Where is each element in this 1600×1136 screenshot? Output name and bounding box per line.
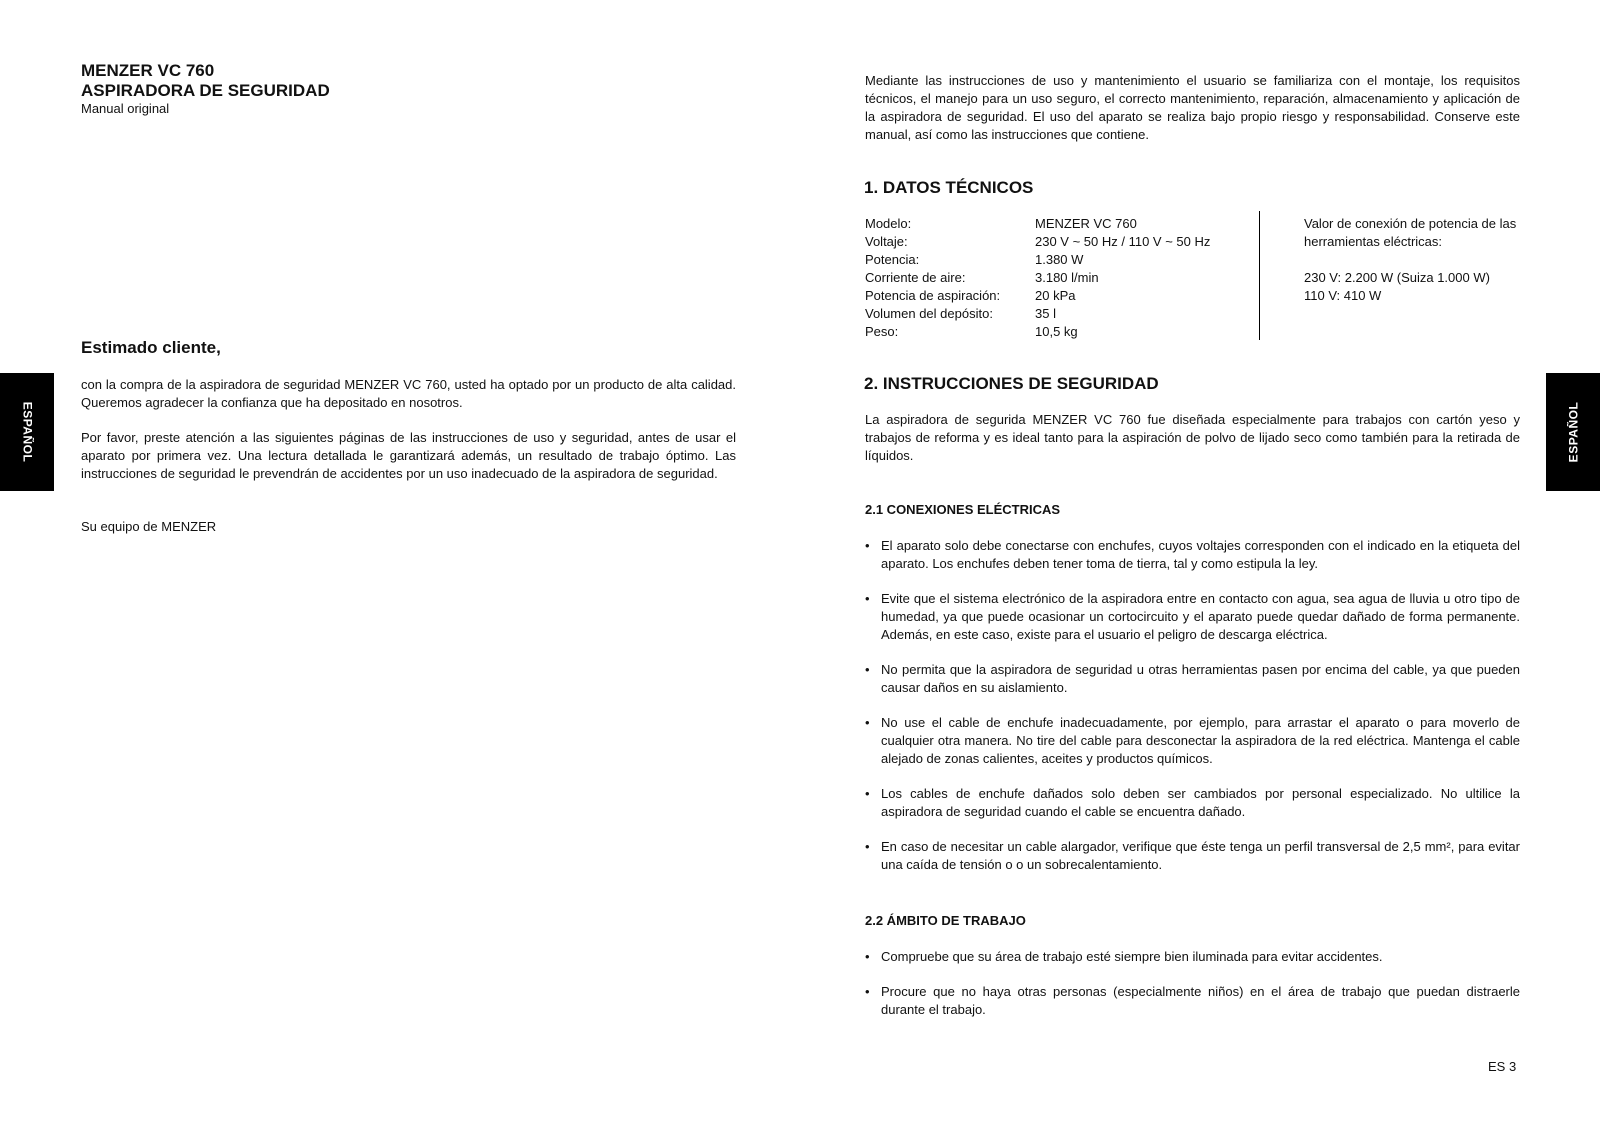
spec-key: Voltaje: — [865, 234, 908, 249]
spec-divider — [1259, 211, 1260, 340]
spec-key: Peso: — [865, 324, 899, 339]
spec-value: 35 l — [1035, 306, 1056, 321]
power-note-title: Valor de conexión de potencia de las herramientas eléctricas: — [1304, 216, 1517, 249]
list-item: • Compruebe que su área de trabajo esté siempre bien iluminada para evitar accidentes. — [865, 948, 1520, 966]
spec-key: Volumen del depósito: — [865, 306, 993, 321]
language-tab-right — [1546, 373, 1600, 491]
spec-value: 230 V ~ 50 Hz / 110 V ~ 50 Hz — [1035, 234, 1211, 249]
spec-value: 20 kPa — [1035, 288, 1076, 303]
power-note-line: 230 V: 2.200 W (Suiza 1.000 W) — [1304, 270, 1490, 285]
electrical-list — [865, 537, 1520, 891]
list-item: • Los cables de enchufe dañados solo deben ser cambiados por personal especializado. No ultilice la aspiradora de seguridad cuando el cable se encuentra dañado. — [865, 785, 1520, 821]
section2-heading: 2. INSTRUCCIONES DE SEGURIDAD — [864, 374, 1159, 393]
power-note-line: 110 V: 410 W — [1304, 288, 1382, 303]
list-item: • Procure que no haya otras personas (especialmente niños) en el área de trabajo que puedan distraerle durante el trabajo. — [865, 983, 1520, 1019]
spec-row — [865, 323, 1245, 341]
product-title: ASPIRADORA DE SEGURIDAD — [81, 81, 330, 100]
intro-paragraph: Mediante las instrucciones de uso y mantenimiento el usuario se familiariza con el montaje, los requisitos técnicos, el manejo para un uso seguro, el correcto mantenimiento, reparación, almacenamiento y aplicación de la aspiradora de seguridad. El uso del aparato se realiza bajo propio riesgo y responsabilidad. Conserve este manual, así como las instrucciones que contiene. — [865, 73, 1520, 142]
spec-table — [865, 215, 1245, 341]
subtitle: Manual original — [81, 101, 170, 116]
page-number: ES 3 — [1488, 1059, 1517, 1074]
spec-row — [865, 305, 1245, 323]
spec-value: 1.380 W — [1035, 252, 1084, 267]
section1-heading: 1. DATOS TÉCNICOS — [864, 178, 1034, 197]
subsection-2-1-heading: 2.1 CONEXIONES ELÉCTRICAS — [865, 502, 1061, 517]
subsection-2-2-heading: 2.2 ÁMBITO DE TRABAJO — [865, 913, 1026, 928]
power-note — [1304, 215, 1534, 305]
language-tab-label: ESPAÑOL — [20, 401, 34, 463]
signature: Su equipo de MENZER — [81, 519, 217, 534]
list-item: • Evite que el sistema electrónico de la aspiradora entre en contacto con agua, sea agua de lluvia u otro tipo de humedad, ya que puede ocasionar un cortocircuito y el aparato puede quedar dañado de forma permanente. Además, en este caso, existe para el usuario el peligro de descarga eléctrica. — [865, 590, 1520, 644]
spec-row — [865, 233, 1245, 251]
workspace-list — [865, 948, 1520, 1036]
spec-value: MENZER VC 760 — [1035, 216, 1137, 231]
language-tab-label: ESPAÑOL — [1566, 401, 1580, 463]
spec-row — [865, 215, 1245, 233]
title-block — [81, 61, 741, 117]
greeting-paragraph: Por favor, preste atención a las siguientes páginas de las instrucciones de uso y seguridad, antes de usar el aparato por primera vez. Una lectura detallada le garantizará además, un resultado de trabajo óptimo. Las instrucciones de seguridad le prevendrán de accidentes por un uso inadecuado de la aspiradora de seguridad. — [81, 430, 736, 481]
spec-key: Corriente de aire: — [865, 270, 966, 285]
list-item: • No use el cable de enchufe inadecuadamente, por ejemplo, para arrastar el aparato o para moverlo de cualquier otra manera. No tire del cable para desconectar la aspiradora de la red eléctrica. Mantenga el cable alejado de zonas calientes, aceites y productos químicos. — [865, 714, 1520, 768]
spec-row — [865, 251, 1245, 269]
spec-value: 3.180 l/min — [1035, 270, 1099, 285]
model-title: MENZER VC 760 — [81, 61, 215, 80]
spec-value: 10,5 kg — [1035, 324, 1078, 339]
list-item: • El aparato solo debe conectarse con enchufes, cuyos voltajes corresponden con el indicado en la etiqueta del aparato. Los enchufes deben tener toma de tierra, tal y como estipula la ley. — [865, 537, 1520, 573]
spec-row — [865, 287, 1245, 305]
greeting-heading: Estimado cliente, — [81, 338, 221, 357]
spec-row — [865, 269, 1245, 287]
list-item: • En caso de necesitar un cable alargador, verifique que éste tenga un perfil transversal de 2,5 mm², para evitar una caída de tensión o o un sobrecalentamiento. — [865, 838, 1520, 874]
language-tab-left — [0, 373, 54, 491]
section2-intro: La aspiradora de segurida MENZER VC 760 fue diseñada especialmente para trabajos con cartón yeso y trabajos de reforma y es ideal tanto para la aspiración de polvo de lijado seco como también para la retirada de líquidos. — [865, 412, 1520, 463]
spec-key: Potencia: — [865, 252, 920, 267]
spec-key: Potencia de aspiración: — [865, 288, 1001, 303]
list-item: • No permita que la aspiradora de seguridad u otras herramientas pasen por encima del cable, ya que pueden causar daños en su aislamiento. — [865, 661, 1520, 697]
greeting-body — [81, 376, 736, 536]
greeting-paragraph: con la compra de la aspiradora de seguridad MENZER VC 760, usted ha optado por un producto de alta calidad. Queremos agradecer la confianza que ha depositado en nosotros. — [81, 377, 736, 410]
spec-key: Modelo: — [865, 216, 912, 231]
